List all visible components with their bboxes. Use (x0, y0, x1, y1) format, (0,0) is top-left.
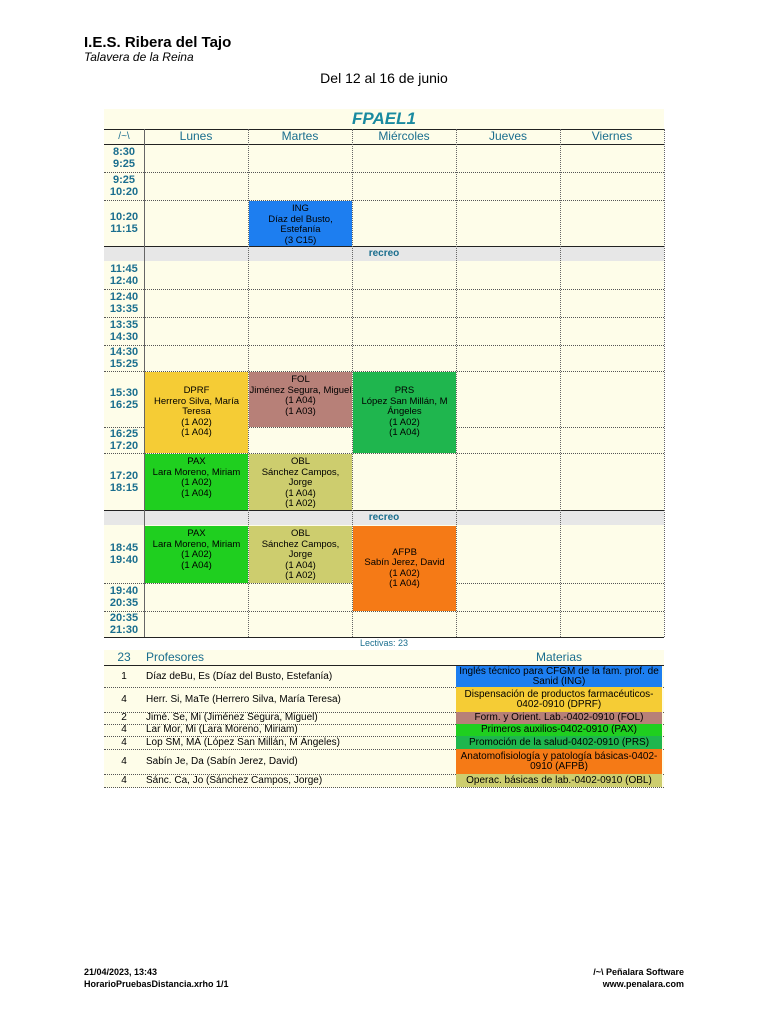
software-url: www.penalara.com (602, 979, 684, 989)
legend-row-divider (104, 787, 664, 788)
column-divider (560, 129, 561, 637)
slot-start: 17:20 (109, 469, 139, 482)
time-slot (104, 427, 144, 453)
legend-subject: Form. y Orient. Lab.-0402-0910 (FOL) (456, 712, 662, 724)
column-divider (456, 129, 457, 637)
time-slot (104, 371, 144, 427)
slot-end: 21:30 (109, 624, 139, 636)
legend-teacher: Jimé. Se, Mi (Jiménez Segura, Miguel) (146, 712, 318, 723)
class-room: (1 A04) (285, 559, 316, 571)
file-name: HorarioPruebasDistancia.xrho 1/1 (84, 979, 229, 989)
time-slot (104, 317, 144, 345)
row-divider (104, 611, 664, 612)
legend-count: 23 (117, 650, 131, 664)
class-block-pax[interactable] (145, 526, 248, 583)
class-subject: PAX (187, 456, 206, 467)
legend-subject: Anatomofisiología y patología básicas-0402-0910 (AFPB) (456, 749, 662, 774)
class-room: (1 A04) (181, 427, 212, 439)
slot-start: 18:45 (109, 542, 139, 554)
class-room: (1 A02) (389, 416, 420, 428)
class-block-dprf[interactable] (145, 372, 248, 453)
class-room: (1 A02) (181, 549, 212, 560)
slot-start: 15:30 (109, 387, 139, 399)
slot-end: 19:40 (109, 554, 139, 566)
row-divider (104, 345, 664, 346)
corner-logo: /~\ (118, 131, 130, 142)
legend-hours: 4 (121, 694, 127, 705)
class-block-pax[interactable] (145, 454, 248, 510)
class-room: (1 A04) (285, 487, 316, 499)
legend-subject: Inglés técnico para CFGM de la fam. prof. de Sanid (ING) (456, 666, 662, 687)
legend-hours: 4 (121, 737, 127, 748)
slot-start: 8:30 (112, 146, 136, 158)
class-room: (1 A04) (181, 487, 212, 499)
class-subject: AFPB (392, 546, 417, 558)
slot-start: 9:25 (112, 174, 136, 186)
day-header: Jueves (488, 129, 528, 143)
legend-subject: Operac. básicas de lab.-0402-0910 (OBL) (456, 774, 662, 787)
legend-subject: Primeros auxilios-0402-0910 (PAX) (456, 724, 662, 736)
class-block-afpb[interactable] (353, 526, 456, 611)
slot-start: 19:40 (109, 585, 139, 597)
class-room: (1 A04) (389, 427, 420, 439)
row-divider (104, 144, 664, 145)
time-slot (104, 200, 144, 246)
class-room: (1 A04) (181, 559, 212, 571)
legend-teacher: Lar Mor, Mi (Lara Moreno, Miriam) (146, 724, 298, 735)
slot-start: 16:25 (109, 428, 139, 440)
legend-teacher: Lop SM, MÁ (López San Millán, M Ángeles) (146, 737, 340, 748)
town-name: Talavera de la Reina (84, 50, 194, 64)
class-room: (1 A02) (389, 567, 420, 579)
class-teacher: López San Millán, M Ángeles (361, 395, 448, 418)
class-room: (1 A02) (181, 477, 212, 488)
row-divider (104, 510, 664, 511)
legend-hours: 1 (121, 671, 127, 682)
legend-profesores-header: Profesores (146, 650, 205, 664)
legend-subject: Dispensación de productos farmacéuticos-0402-0910 (DPRF) (456, 687, 662, 712)
time-slot (104, 289, 144, 317)
slot-end: 14:30 (109, 331, 139, 343)
break-label: recreo (368, 512, 400, 523)
row-divider (104, 246, 664, 247)
footer-left (84, 966, 229, 990)
class-teacher: Díaz del Busto, Estefanía (268, 213, 333, 235)
slot-end: 11:15 (110, 223, 138, 235)
class-subject: FOL (291, 374, 310, 385)
time-slot (104, 261, 144, 289)
class-room: (1 A04) (285, 395, 316, 406)
slot-start: 20:35 (109, 612, 139, 624)
break-label: recreo (368, 248, 400, 259)
slot-start: 10:20 (109, 211, 139, 223)
day-header: Viernes (591, 129, 633, 143)
slot-end: 10:20 (109, 186, 139, 198)
class-teacher: Lara Moreno, Miriam (152, 466, 241, 478)
slot-end: 15:25 (109, 358, 139, 370)
legend-teacher: Sabín Je, Da (Sabín Jerez, David) (146, 756, 298, 767)
slot-end: 9:25 (112, 158, 136, 170)
print-datetime: 21/04/2023, 13:43 (84, 967, 158, 977)
school-name: I.E.S. Ribera del Tajo (84, 34, 232, 51)
legend-hours: 4 (121, 724, 127, 735)
slot-start: 11:45 (110, 263, 138, 275)
slot-end: 13:35 (109, 303, 139, 315)
legend-row (104, 724, 664, 736)
legend-teacher: Díaz deBu, Es (Díaz del Busto, Estefanía) (146, 671, 333, 682)
week-range: Del 12 al 16 de junio (320, 70, 448, 86)
class-block-prs[interactable] (353, 372, 456, 453)
class-block-fol[interactable] (249, 372, 352, 427)
legend-teacher: Herr. Si, MaTe (Herrero Silva, María Teresa) (146, 694, 341, 705)
class-teacher: Lara Moreno, Miriam (152, 538, 241, 550)
class-room: (1 A02) (285, 570, 316, 581)
slot-start: 12:40 (109, 291, 139, 303)
slot-end: 12:40 (109, 275, 139, 287)
footer-right (593, 966, 684, 990)
row-divider (104, 200, 664, 201)
legend-hours: 4 (121, 756, 127, 767)
slot-end: 18:15 (109, 481, 139, 494)
legend-row (104, 774, 664, 787)
legend-subject: Promoción de la salud-0402-0910 (PRS) (456, 736, 662, 749)
class-subject: ING (292, 203, 309, 214)
row-divider (104, 317, 664, 318)
class-block-obl[interactable] (249, 526, 352, 583)
row-divider (104, 289, 664, 290)
class-teacher: Herrero Silva, María Teresa (154, 395, 239, 418)
row-divider (104, 172, 664, 173)
time-slot (104, 611, 144, 637)
time-slot (104, 172, 144, 200)
legend-row (104, 666, 664, 687)
day-header: Lunes (179, 129, 213, 143)
legend-hours: 4 (121, 775, 127, 786)
class-subject: OBL (290, 456, 310, 467)
legend-row (104, 712, 664, 724)
timetable-grid (104, 109, 664, 637)
legend-table (104, 650, 664, 788)
slot-start: 13:35 (109, 319, 139, 331)
time-slot (104, 525, 144, 583)
class-subject: OBL (290, 528, 310, 539)
slot-start: 14:30 (109, 346, 139, 358)
class-subject: PAX (187, 528, 206, 539)
lectivas-count: Lectivas: 23 (359, 638, 409, 648)
day-header: Miércoles (378, 129, 430, 143)
class-subject: PRS (394, 385, 415, 397)
class-block-obl[interactable] (249, 454, 352, 510)
class-block-ing[interactable] (249, 201, 352, 246)
class-room: (3 C15) (284, 234, 317, 246)
legend-teacher: Sánc. Ca, Jo (Sánchez Campos, Jorge) (146, 775, 323, 786)
legend-materias-header: Materias (535, 650, 582, 664)
slot-end: 17:20 (109, 440, 139, 452)
legend-row (104, 736, 664, 749)
class-room: (1 A03) (285, 405, 316, 417)
day-header: Martes (281, 129, 319, 143)
slot-end: 20:35 (109, 597, 139, 609)
group-title: FPAEL1 (352, 109, 416, 128)
time-slot (104, 345, 144, 371)
class-room: (1 A02) (285, 498, 316, 509)
class-teacher: Jiménez Segura, Miguel (249, 384, 352, 396)
time-slot (104, 144, 144, 172)
legend-row (104, 687, 664, 712)
class-teacher: Sabín Jerez, David (364, 557, 445, 568)
class-teacher: Sánchez Campos, Jorge (261, 466, 340, 488)
time-slot (104, 453, 144, 510)
legend-row (104, 749, 664, 774)
legend-hours: 2 (121, 712, 127, 723)
time-slot (104, 583, 144, 611)
class-room: (1 A04) (389, 578, 420, 589)
class-room: (1 A02) (181, 416, 212, 428)
column-divider (664, 129, 665, 637)
class-subject: DPRF (183, 385, 210, 397)
software-name: /~\ Peñalara Software (593, 967, 684, 977)
slot-end: 16:25 (109, 399, 139, 411)
class-teacher: Sánchez Campos, Jorge (261, 538, 340, 560)
row-divider (104, 129, 664, 130)
